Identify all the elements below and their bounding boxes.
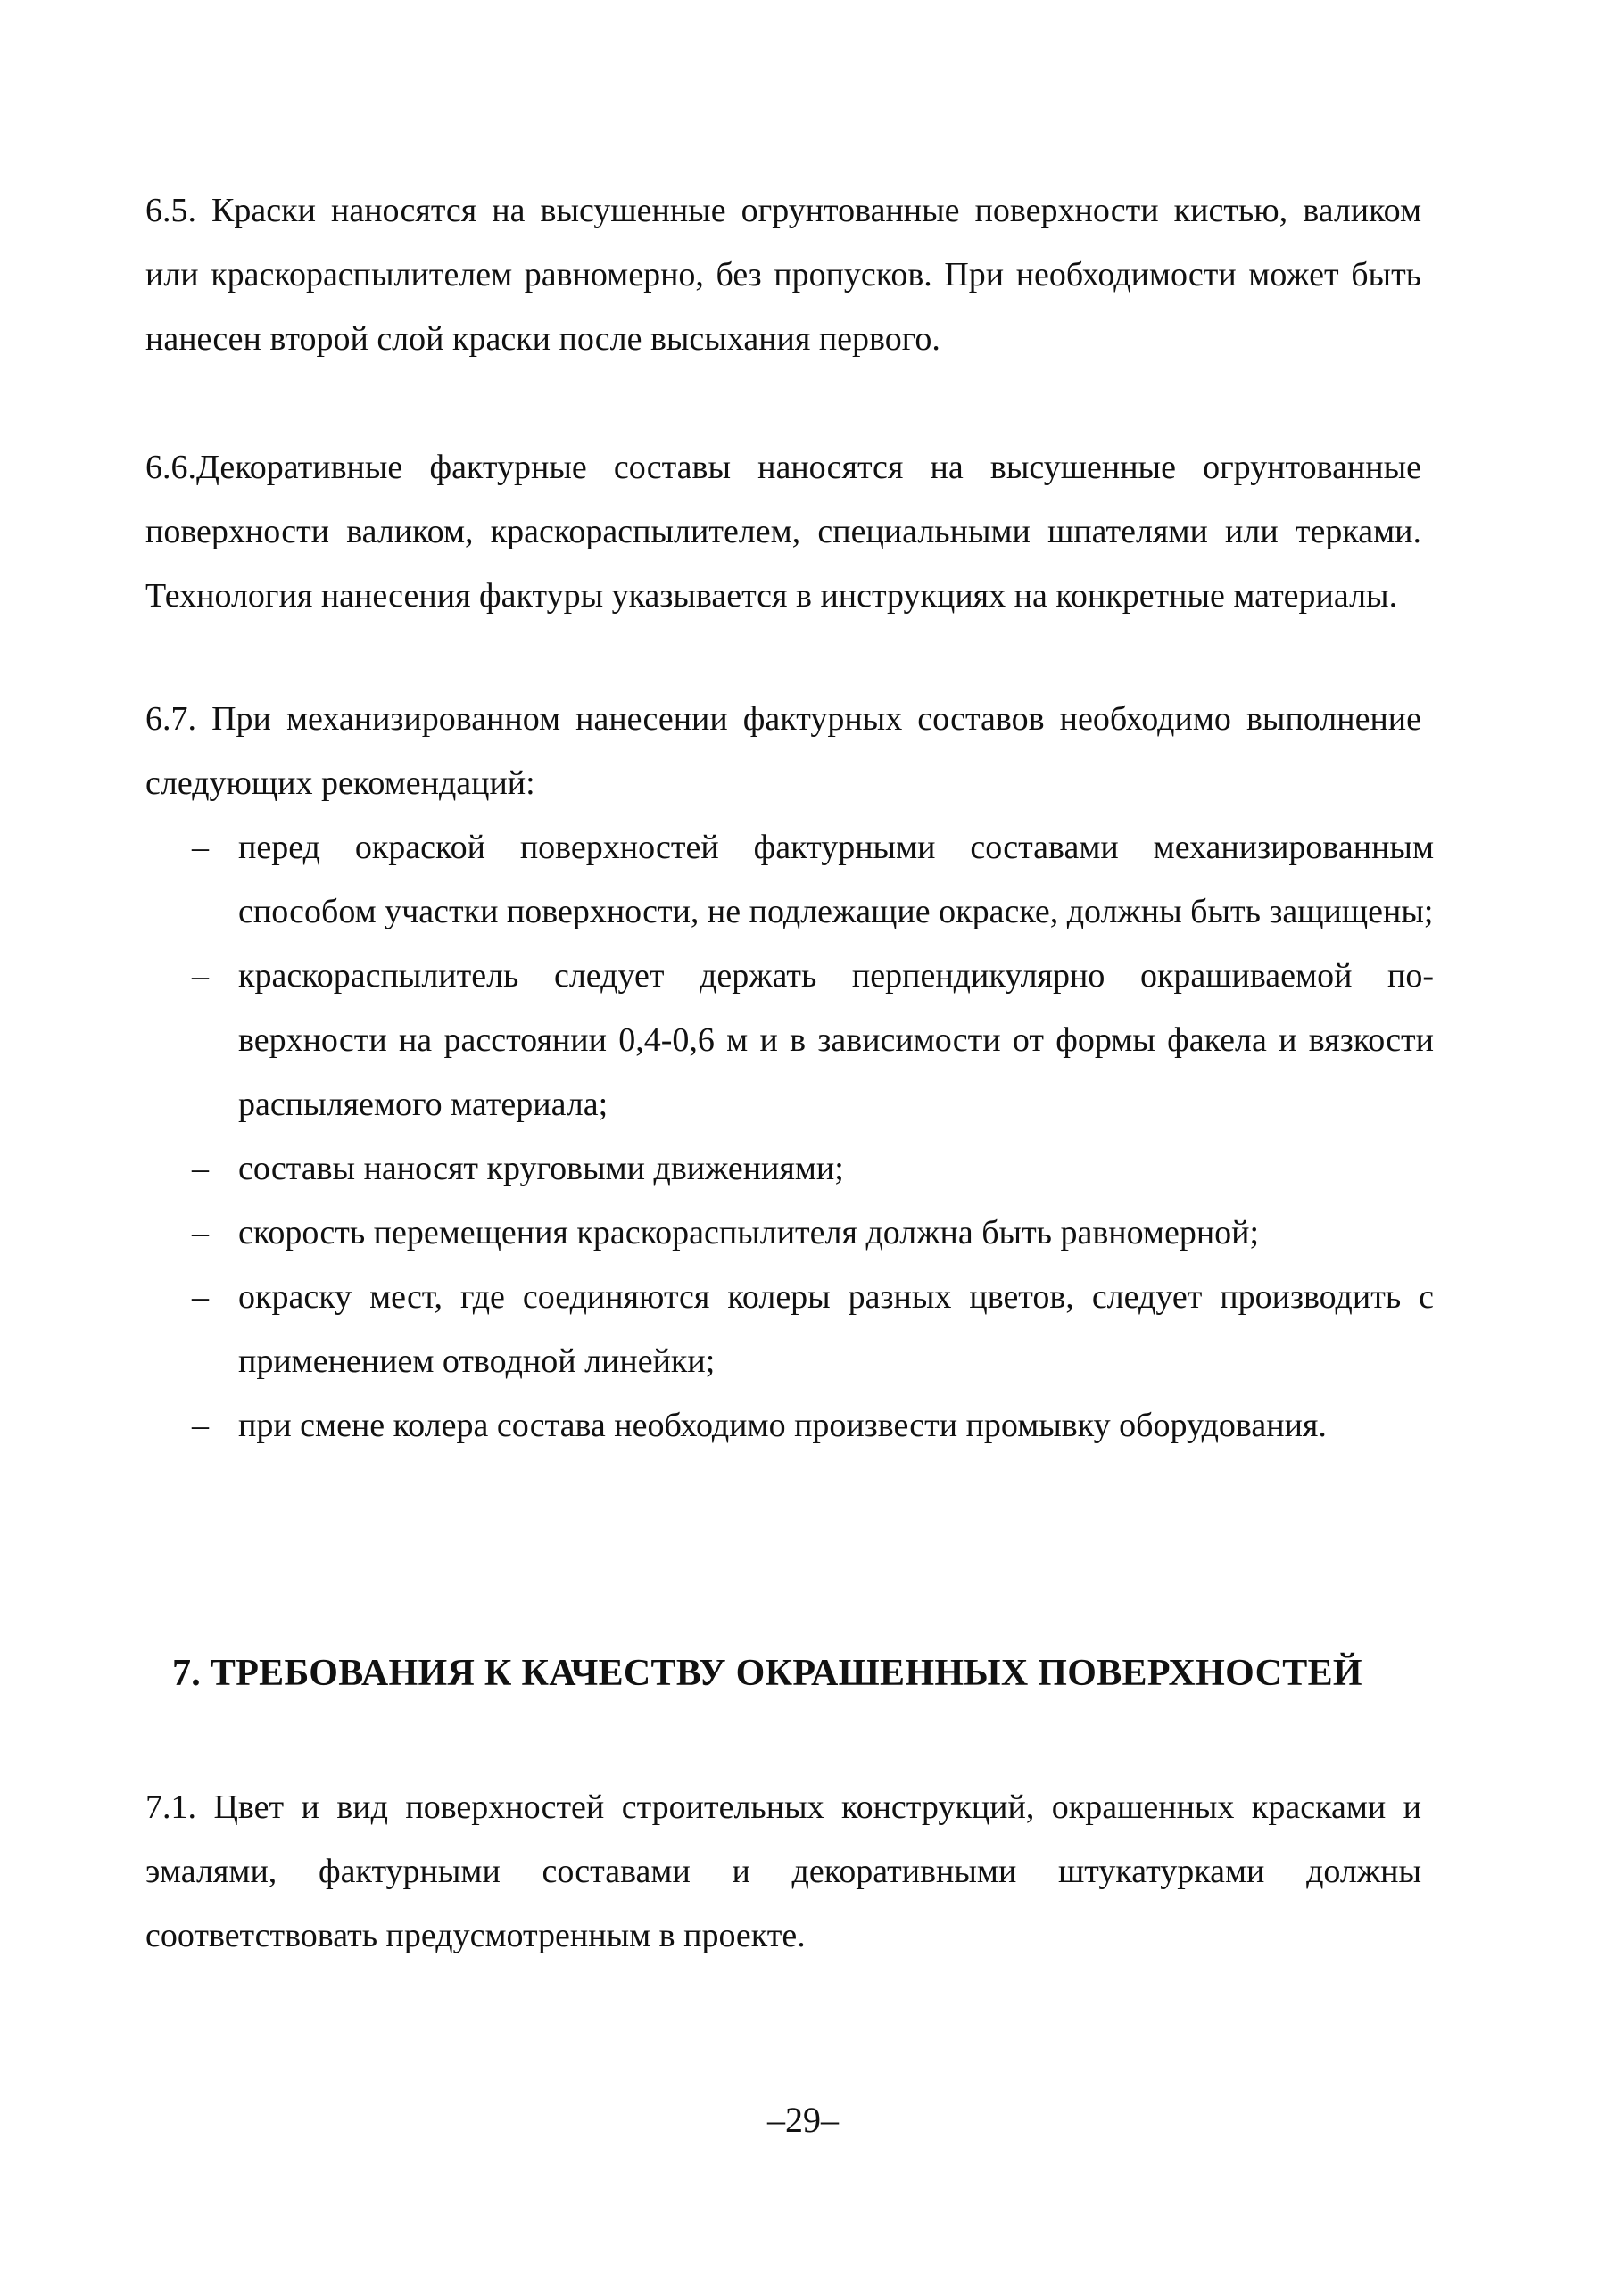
list-item (0, 944, 1434, 1136)
list-item-text: перед окраской поверхностей фактурными составами механизированным способом участки поверхности, не подлежащие окраске, должны быть защищены; (238, 829, 1434, 930)
list-item (0, 1201, 1434, 1265)
list-item-text: при смене колера состава необходимо произвести промывку оборудования. (238, 1407, 1327, 1444)
list-item-text: окраску мест, где соединяются колеры разных цветов, следует производить с применением отводной линейки; (238, 1278, 1434, 1380)
paragraph-7-1: 7.1. Цвет и вид поверхностей строительных конструкций, окрашенных красками и эмалями, фактурными составами и декоративными штукатурками должны соответствовать предусмотренным в проекте. (145, 1788, 1421, 1954)
list-item-text: составы наносят круговыми движениями; (238, 1150, 844, 1187)
paragraph-6-5: 6.5. Краски наносятся на высушенные огрунтованные поверхности кистью, валиком или краскораспылителем равномерно, без пропусков. При необходимости может быть нанесен второй слой краски после высыхания первого. (145, 192, 1421, 358)
list-item-text: краскораспылитель следует держать перпендикулярно окрашиваемой по-верхности на расстоянии 0,4-0,6 м и в зависимости от формы факела и вязкости распыляемого материала; (238, 957, 1434, 1123)
section-7-heading: 7. ТРЕБОВАНИЯ К КАЧЕСТВУ ОКРАШЕННЫХ ПОВЕРХНОСТЕЙ (172, 1653, 1362, 1694)
page-number: –29– (767, 2100, 839, 2140)
list-item (0, 1265, 1434, 1393)
list-dash: – (192, 1150, 209, 1187)
list-dash: – (192, 1214, 209, 1251)
list-item-text: скорость перемещения краскораспылителя должна быть равномерной; (238, 1214, 1260, 1251)
list-item (0, 815, 1434, 944)
paragraph-6-7: 6.7. При механизированном нанесении фактурных составов необходимо выполнение следующих рекомендаций: (145, 700, 1421, 802)
list-dash: – (192, 829, 209, 866)
list-item (0, 1136, 1434, 1201)
list-dash: – (192, 1407, 209, 1444)
list-dash: – (192, 957, 209, 995)
list-dash: – (192, 1278, 209, 1316)
paragraph-6-6: 6.6.Декоративные фактурные составы наносятся на высушенные огрунтованные поверхности валиком, краскораспылителем, специальными шпателями или терками. Технология нанесения фактуры указывается в инструкциях на конкретные материалы. (145, 449, 1421, 615)
recommendations-list (0, 815, 1606, 1458)
list-item (0, 1393, 1434, 1458)
